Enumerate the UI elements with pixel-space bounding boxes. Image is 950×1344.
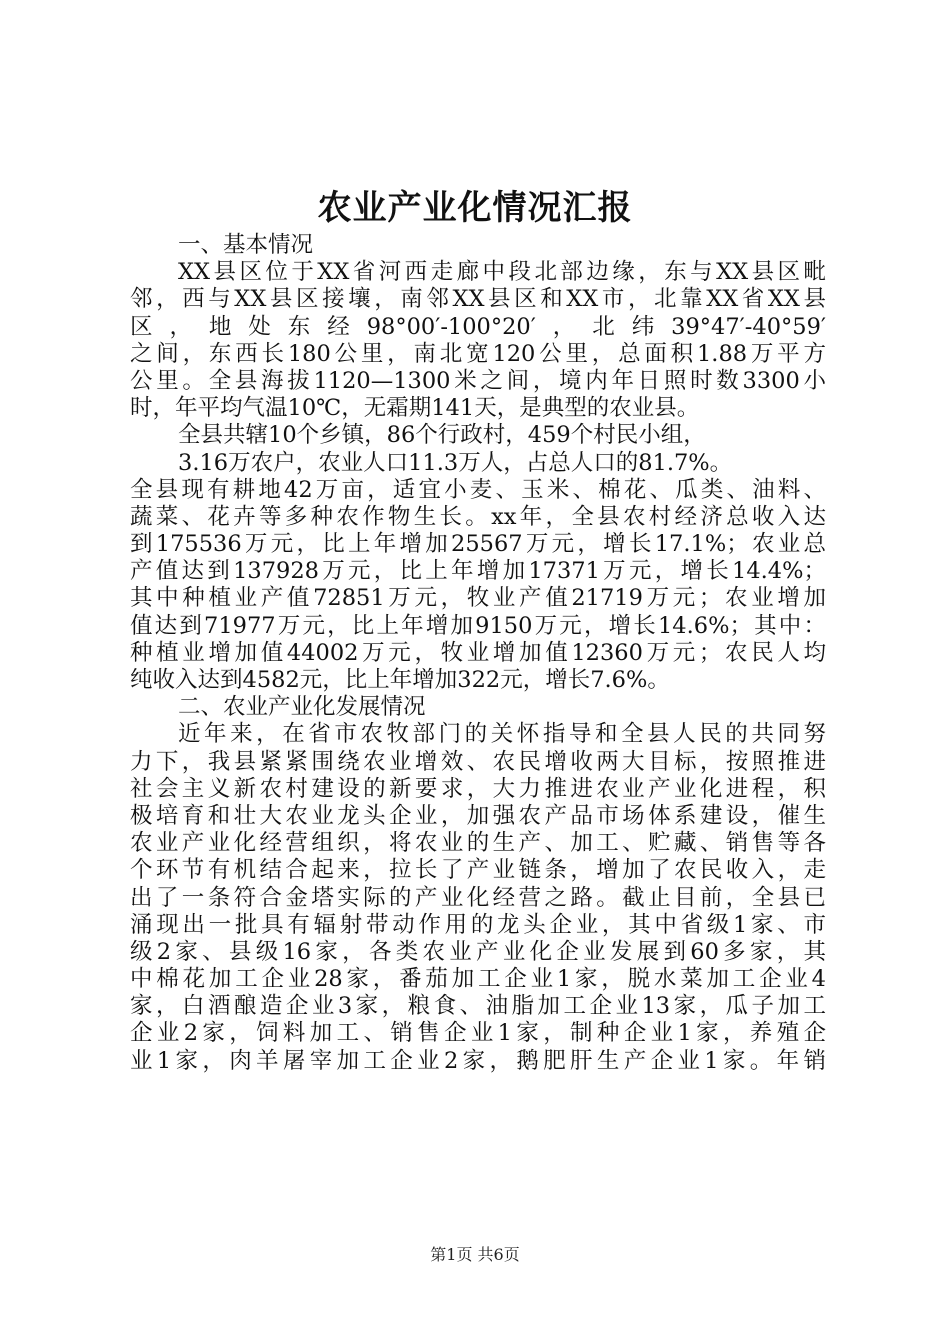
text-line: 3.16万农户，农业人口11.3万人，占总人口的81.7%。 [178,449,733,476]
text-line: 极培育和壮大农业龙头企业，加强农产品市场体系建设，催生 [130,802,826,829]
text-line: 纯收入达到4582元，比上年增加322元，增长7.6%。 [130,667,670,693]
text-line: 一、基本情况 [178,232,314,258]
text-line: 种植业增加值44002万元，牧业增加值12360万元；农民人均 [130,639,826,666]
text-line: 社会主义新农村建设的新要求，大力推进农业产业化进程，积 [130,775,826,802]
text-line: 值达到71977万元，比上年增加9150万元，增长14.6%；其中： [130,612,826,639]
text-line: 蔬菜、花卉等多种农作物生长。xx年，全县农村经济总收入达 [130,503,826,530]
text-line: 出了一条符合金塔实际的产业化经营之路。截止目前，全县已 [130,884,826,911]
document-title: 农业产业化情况汇报 [317,188,633,228]
text-line: 力下，我县紧紧围绕农业增效、农民增收两大目标，按照推进 [130,748,826,775]
text-line: 全县共辖10个乡镇，86个行政村，459个村民小组， [178,422,706,449]
text-line: 家，白酒酿造企业3家，粮食、油脂加工企业13家，瓜子加工 [130,993,826,1020]
text-line: 级2家、县级16家，各类农业产业化企业发展到60多家，其 [130,938,826,965]
text-line: 其中种植业产值72851万元，牧业产值21719万元；农业增加 [130,585,826,612]
text-line: XX县区位于XX省河西走廊中段北部边缘，东与XX县区毗 [178,259,826,286]
text-line: 业1家，肉羊屠宰加工企业2家，鹅肥肝生产企业1家。年销 [130,1047,826,1074]
text-line: 企业2家，饲料加工、销售企业1家，制种企业1家，养殖企 [130,1020,826,1047]
text-line: 邻，西与XX县区接壤，南邻XX县区和XX市，北靠XX省XX县 [130,286,826,313]
text-line: 产值达到137928万元，比上年增加17371万元，增长14.4%； [130,558,826,585]
text-line: 涌现出一批具有辐射带动作用的龙头企业，其中省级1家、市 [130,911,826,938]
text-line: 农业产业化经营组织，将农业的生产、加工、贮藏、销售等各 [130,830,826,857]
text-line: 个环节有机结合起来，拉长了产业链条，增加了农民收入，走 [130,857,826,884]
text-line: 全县现有耕地42万亩，适宜小麦、玉米、棉花、瓜类、油料、 [130,476,826,503]
text-line: 时，年平均气温10℃，无霜期141天，是典型的农业县。 [130,395,700,422]
text-line: 公里。全县海拔1120—1300米之间，境内年日照时数3300小 [130,367,826,394]
text-line: 二、农业产业化发展情况 [178,694,426,721]
text-line: 近年来，在省市农牧部门的关怀指导和全县人民的共同努 [178,721,826,748]
text-line: 之间，东西长180公里，南北宽120公里，总面积1.88万平方 [130,340,826,367]
text-line: 到175536万元，比上年增加25567万元，增长17.1%；农业总 [130,531,826,558]
text-line: 区，地处东经98°00′-100°20′，北纬39°47′-40°59′ [130,313,826,340]
text-line: 中棉花加工企业28家，番茄加工企业1家，脱水菜加工企业4 [130,966,826,993]
page-footer: 第1页 共6页 [430,1245,520,1264]
document-body [130,232,826,1075]
